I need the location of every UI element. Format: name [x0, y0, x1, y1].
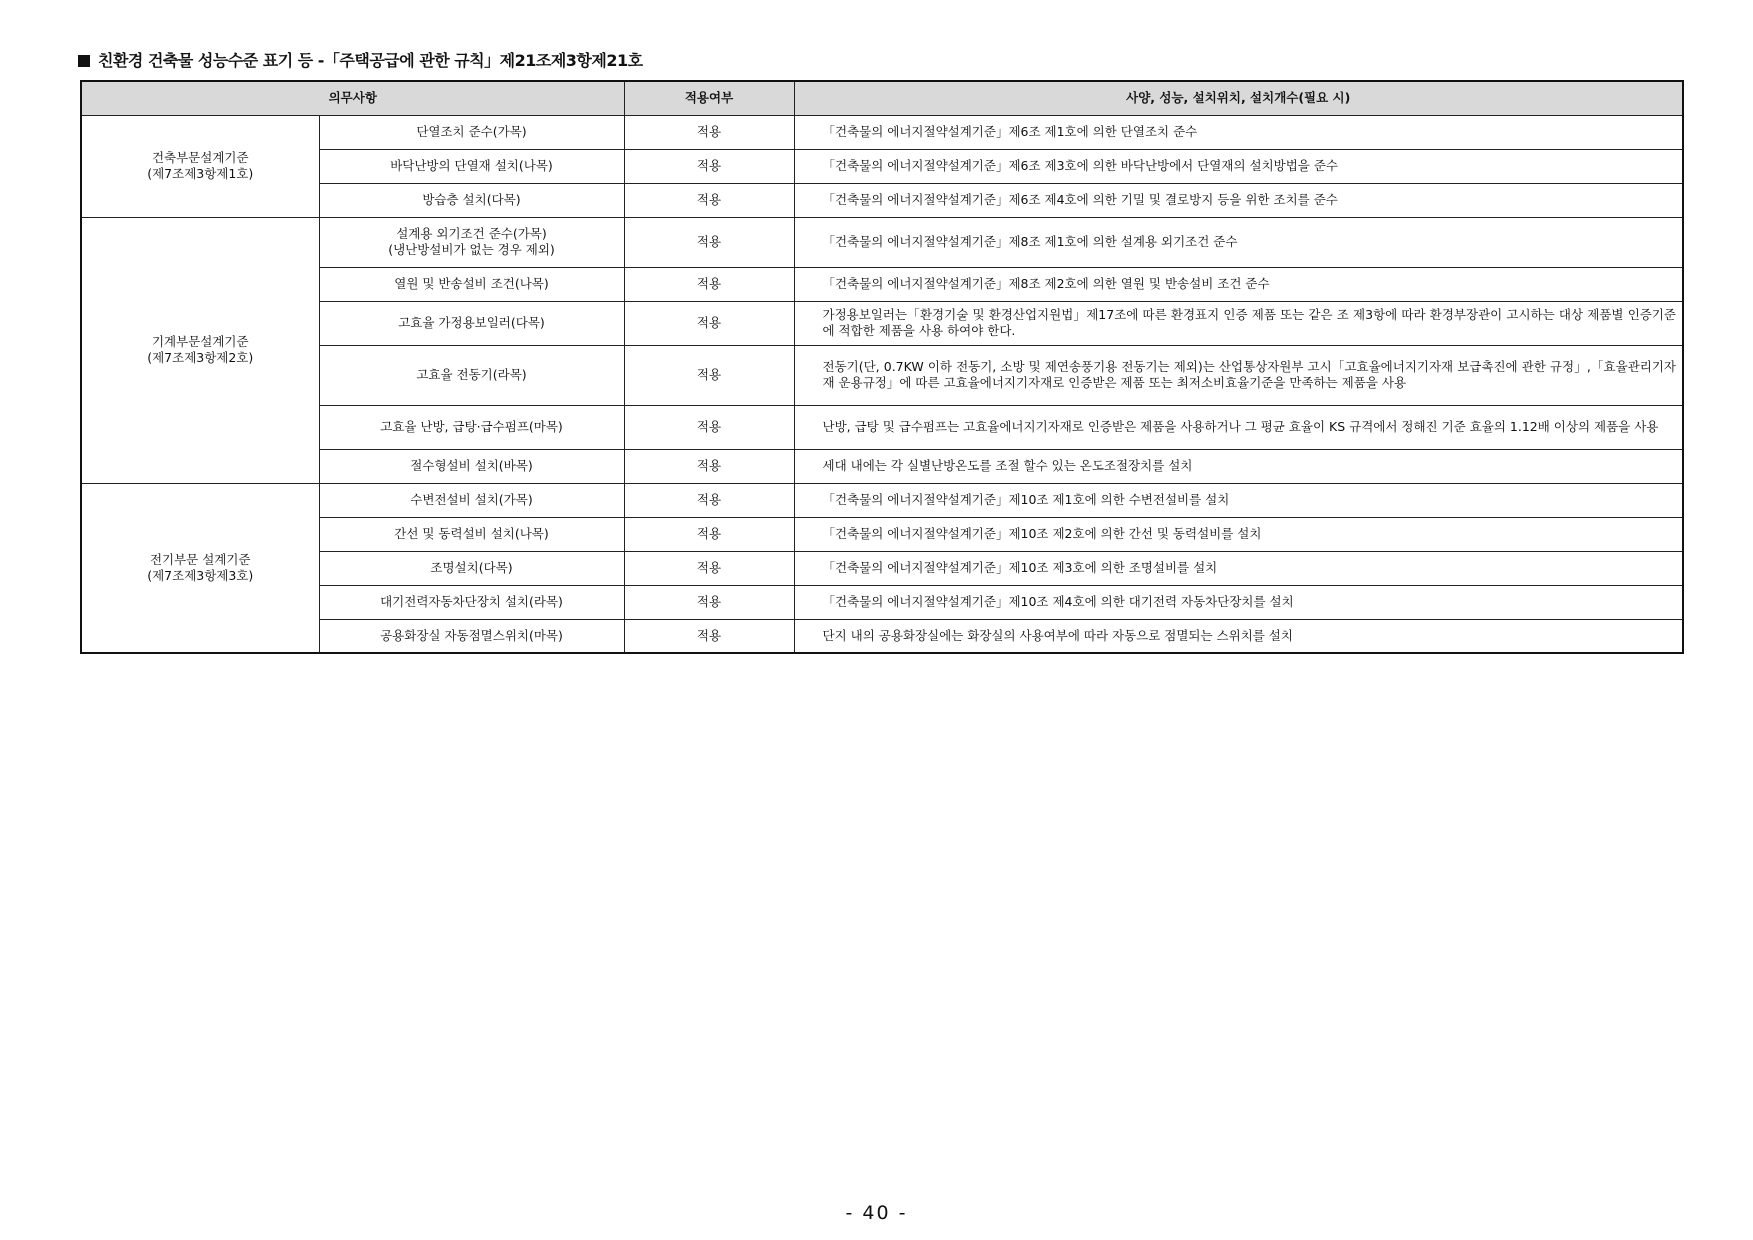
category-label: 전기부문 설계기준 — [149, 551, 251, 567]
category-cell — [81, 217, 319, 483]
obligation-item-cell — [319, 217, 624, 267]
obligation-item-cell — [319, 585, 624, 619]
obligation-item-label: 간선 및 동력설비 설치(나목) — [394, 526, 549, 541]
obligation-item-label: 대기전력자동차단장치 설치(라목) — [380, 594, 563, 609]
performance-standards-table — [80, 80, 1684, 654]
obligation-item-label: 설계용 외기조건 준수(가목) — [396, 226, 547, 241]
header-obligation: 의무사항 — [81, 81, 624, 115]
obligation-item-cell — [319, 301, 624, 345]
obligation-item-label: 절수형설비 설치(바목) — [410, 458, 533, 473]
obligation-item-label: 조명설치(다목) — [430, 560, 513, 575]
obligation-item-cell — [319, 345, 624, 405]
obligation-item-cell — [319, 449, 624, 483]
apply-status-cell: 적용 — [624, 585, 794, 619]
specification-cell: 「건축물의 에너지절약설계기준」제6조 제1호에 의한 단열조치 준수 — [794, 115, 1683, 149]
obligation-item-cell — [319, 619, 624, 653]
page-heading-text: 친환경 건축물 성능수준 표기 등 -「주택공급에 관한 규칙」제21조제3항제21호 — [98, 51, 643, 70]
page-heading — [78, 48, 643, 71]
obligation-item-cell — [319, 267, 624, 301]
specification-cell: 「건축물의 에너지절약설계기준」제8조 제2호에 의한 열원 및 반송설비 조건 준수 — [794, 267, 1683, 301]
apply-status-cell: 적용 — [624, 449, 794, 483]
table-row — [81, 345, 1683, 405]
apply-status-cell: 적용 — [624, 115, 794, 149]
obligation-item-cell — [319, 149, 624, 183]
obligation-item-cell — [319, 405, 624, 449]
obligation-item-label: 고효율 전동기(라목) — [416, 367, 527, 382]
obligation-item-cell — [319, 517, 624, 551]
specification-cell: 「건축물의 에너지절약설계기준」제10조 제1호에 의한 수변전설비를 설치 — [794, 483, 1683, 517]
table-body — [81, 115, 1683, 653]
category-cell — [81, 115, 319, 217]
apply-status-cell: 적용 — [624, 405, 794, 449]
table-header-row — [81, 81, 1683, 115]
header-apply: 적용여부 — [624, 81, 794, 115]
obligation-item-label: 고효율 가정용보일러(다목) — [398, 315, 545, 330]
specification-cell: 전동기(단, 0.7KW 이하 전동기, 소방 및 제연송풍기용 전동기는 제외)는 산업통상자원부 고시「고효율에너지기자재 보급촉진에 관한 규정」,「효율관리기자재 운용규정」에 따른 고효율에너지기자재로 인증받은 제품 또는 최저소비효율기준을 만족하는 제품을 사용 — [794, 345, 1683, 405]
page-number: - 40 - — [845, 1202, 908, 1224]
category-label: 건축부문설계기준 — [151, 150, 249, 165]
specification-cell: 난방, 급탕 및 급수펌프는 고효율에너지기자재로 인증받은 제품을 사용하거나 그 평균 효율이 KS 규격에서 정해진 기준 효율의 1.12배 이상의 제품을 사용 — [794, 405, 1683, 449]
table-row — [81, 449, 1683, 483]
table-row — [81, 149, 1683, 183]
apply-status-cell: 적용 — [624, 345, 794, 405]
specification-cell: 「건축물의 에너지절약설계기준」제8조 제1호에 의한 설계용 외기조건 준수 — [794, 217, 1683, 267]
category-label: (제7조제3항제2호) — [147, 350, 254, 365]
apply-status-cell: 적용 — [624, 217, 794, 267]
specification-cell: 「건축물의 에너지절약설계기준」제10조 제2호에 의한 간선 및 동력설비를 설치 — [794, 517, 1683, 551]
specification-cell: 「건축물의 에너지절약설계기준」제6조 제4호에 의한 기밀 및 결로방지 등을 위한 조치를 준수 — [794, 183, 1683, 217]
specification-cell: 세대 내에는 각 실별난방온도를 조절 할수 있는 온도조절장치를 설치 — [794, 449, 1683, 483]
table-row — [81, 405, 1683, 449]
apply-status-cell: 적용 — [624, 517, 794, 551]
obligation-item-cell — [319, 115, 624, 149]
apply-status-cell: 적용 — [624, 301, 794, 345]
obligation-item-cell — [319, 483, 624, 517]
category-label: (제7조제3항제1호) — [147, 166, 254, 181]
category-label: 기계부문설계기준 — [151, 334, 249, 349]
specification-cell: 단지 내의 공용화장실에는 화장실의 사용여부에 따라 자동으로 점멸되는 스위치를 설치 — [794, 619, 1683, 653]
apply-status-cell: 적용 — [624, 149, 794, 183]
category-cell — [81, 483, 319, 653]
table-row — [81, 551, 1683, 585]
specification-cell: 「건축물의 에너지절약설계기준」제6조 제3호에 의한 바닥난방에서 단열재의 설치방법을 준수 — [794, 149, 1683, 183]
obligation-item-cell — [319, 551, 624, 585]
obligation-item-label: 열원 및 반송설비 조건(나목) — [394, 276, 549, 291]
specification-cell: 가정용보일러는「환경기술 및 환경산업지원법」제17조에 따른 환경표지 인증 제품 또는 같은 조 제3항에 따라 환경부장관이 고시하는 대상 제품별 인증기준에 적합한 제품을 사용 하여야 한다. — [794, 301, 1683, 345]
apply-status-cell: 적용 — [624, 267, 794, 301]
category-label: (제7조제3항제3호) — [147, 567, 254, 583]
table-row — [81, 517, 1683, 551]
header-spec: 사양, 성능, 설치위치, 설치개수(필요 시) — [794, 81, 1683, 115]
apply-status-cell: 적용 — [624, 619, 794, 653]
specification-cell: 「건축물의 에너지절약설계기준」제10조 제3호에 의한 조명설비를 설치 — [794, 551, 1683, 585]
table-row — [81, 217, 1683, 267]
table-row — [81, 183, 1683, 217]
obligation-item-label: 수변전설비 설치(가목) — [410, 492, 533, 507]
obligation-item-label: 단열조치 준수(가목) — [416, 124, 527, 139]
table-row — [81, 483, 1683, 517]
obligation-item-label: 고효율 난방, 급탕·급수펌프(마목) — [380, 419, 563, 434]
table-row — [81, 585, 1683, 619]
apply-status-cell: 적용 — [624, 183, 794, 217]
table-row — [81, 267, 1683, 301]
obligation-item-label: (냉난방설비가 없는 경우 제외) — [388, 242, 555, 257]
obligation-item-label: 공용화장실 자동점멸스위치(마목) — [380, 627, 563, 643]
obligation-item-label: 바닥난방의 단열재 설치(나목) — [390, 158, 553, 173]
table-row — [81, 115, 1683, 149]
table-row — [81, 301, 1683, 345]
obligation-item-label: 방습층 설치(다목) — [422, 192, 521, 207]
obligation-item-cell — [319, 183, 624, 217]
apply-status-cell: 적용 — [624, 551, 794, 585]
apply-status-cell: 적용 — [624, 483, 794, 517]
square-bullet-icon — [78, 55, 90, 67]
specification-cell: 「건축물의 에너지절약설계기준」제10조 제4호에 의한 대기전력 자동차단장치를 설치 — [794, 585, 1683, 619]
table-row — [81, 619, 1683, 653]
